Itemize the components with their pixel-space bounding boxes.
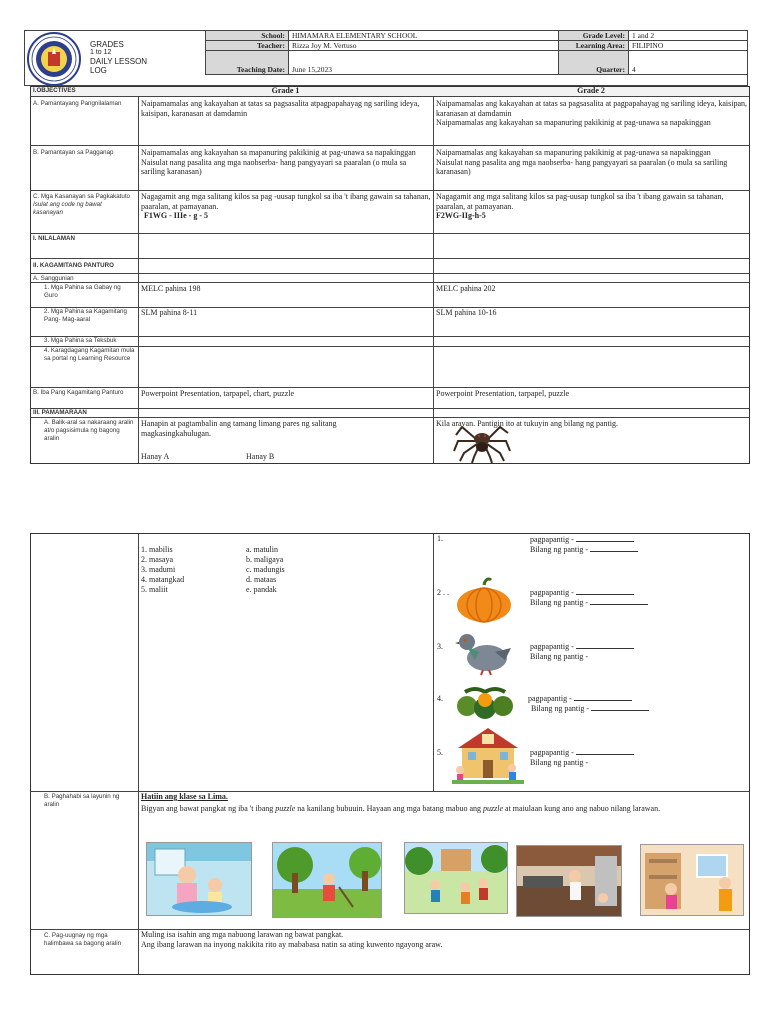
pantig-item: [530, 748, 634, 767]
hanay-a-list: [141, 545, 184, 595]
grade1-column-header: Grade 1: [271, 86, 300, 95]
hanay-a-item: 2. masaya: [141, 555, 173, 564]
row-label-pamantayan-sa-pagganap: B. Pamantayan sa Pagganap: [33, 149, 114, 156]
kasanayan-note: Isulat ang code ng bawat kasanayan: [33, 200, 102, 216]
answer-blank[interactable]: [590, 598, 648, 605]
hanay-b-item: d. mataas: [246, 575, 277, 584]
pamamaraan-heading: III. PAMAMARAAN: [33, 409, 87, 416]
row-label-gabay-ng-guro: 1. Mga Pahina sa Gabay ng Guro: [44, 284, 121, 299]
grade1-iba-pang-kagamitan: Powerpoint Presentation, tarpapel, chart, puzzle: [141, 389, 295, 398]
grade1-pagganap-text: Naisulat nang pasalita ang mga naobserba- hang pangyayari sa paaralan (o mula sa sariling karanasan): [141, 157, 407, 177]
school-label: School:: [206, 31, 289, 41]
puzzle-picture-garden: [272, 842, 382, 918]
bilang-label: Bilang ng pantig -: [530, 651, 588, 661]
fruits-icon: [455, 686, 517, 720]
hanay-b-list: [246, 545, 285, 595]
pagpapantig-label: pagpapantig -: [528, 694, 572, 703]
puzzle-picture-kitchen: [516, 845, 622, 917]
grade2-pangnilalaman-text: Naipamamalas ang kakayahan at tatas sa pagsasalita at pagpapahayag ng sariling ideya, kaisipan, karanasan at damdamin: [436, 99, 747, 118]
answer-blank[interactable]: [576, 748, 634, 755]
doc-type-line: GRADES: [90, 40, 124, 49]
row-label-teksbuk: 3. Mga Pahina sa Teksbuk: [44, 337, 117, 344]
pantig-item: [528, 694, 649, 713]
header-table: [205, 30, 748, 75]
hanay-a-item: 3. madumi: [141, 565, 176, 574]
grade2-gabay-ng-guro: MELC pahina 202: [436, 284, 496, 293]
spider-icon: [452, 421, 512, 463]
hanay-a-item: 5. maliit: [141, 585, 168, 594]
row-label-kagamitang-pang-mag-aaral: 2. Mga Pahina sa Kagamitang Pang- Mag-aaral: [44, 308, 127, 323]
instruction-text: puzzle: [483, 804, 504, 813]
instruction-text: puzzle: [275, 804, 296, 813]
hanay-b-item: e. pandak: [246, 585, 277, 594]
answer-blank[interactable]: [576, 535, 634, 542]
quarter-label: Quarter:: [559, 51, 629, 75]
pantig-item-number: 3.: [437, 642, 443, 651]
paghahabi-instruction: [141, 804, 747, 814]
grade1-kasanayan-text: Nagagamit ang mga salitang kilos sa pag -uusap tungkol sa iba 't ibang gawain sa tahanan, paaralan, at pamayanan.: [141, 192, 431, 211]
puzzle-picture-playground: [404, 842, 508, 914]
grade2-kasanayan: [436, 192, 748, 221]
pagpapantig-label: pagpapantig -: [530, 535, 574, 544]
answer-blank[interactable]: [576, 588, 634, 595]
learning-area-value: FILIPINO: [629, 41, 748, 51]
kagamitan-heading: II. KAGAMITANG PANTURO: [33, 262, 114, 269]
grade2-pamantayang-pangnilalaman: [436, 99, 748, 128]
grade2-pagganap-text: Naipamamalas ang kakayahan sa mapanuring pakikinig at pag-unawa sa napakinggan: [436, 148, 711, 157]
date-value: June 15,2023: [289, 51, 559, 75]
pag-uugnay-line: Ang ibang larawan na inyong nakikita rito ay mababasa natin sa ating kuwento ngayong araw.: [141, 939, 443, 949]
bilang-label: Bilang ng pantig -: [531, 703, 589, 713]
instruction-text: Bigyan ang bawat pangkat ng iba 't ibang: [141, 804, 276, 813]
grade-level-value: 1 and 2: [629, 31, 748, 41]
school-icon: [452, 720, 524, 788]
pantig-item-number: 4.: [437, 694, 443, 703]
bilang-label: Bilang ng pantig -: [530, 757, 588, 767]
grade1-gabay-ng-guro: MELC pahina 198: [141, 284, 201, 293]
grade2-column-header: Grade 2: [577, 86, 605, 95]
paghahabi-title: Hatiin ang klase sa Lima.: [141, 792, 228, 801]
lesson-table: [30, 86, 750, 464]
answer-blank[interactable]: [590, 545, 638, 552]
pantig-item: [530, 588, 648, 607]
hanay-b-item: c. madungis: [246, 565, 285, 574]
row-label-paghahabi: B. Paghahabi sa layunin ng aralin: [44, 793, 120, 808]
pantig-item-number: 5.: [437, 748, 443, 757]
bilang-label: Bilang ng pantig -: [530, 544, 588, 554]
bilang-label: Bilang ng pantig -: [530, 597, 588, 607]
doc-type-line: 1 to 12: [90, 49, 112, 57]
pagpapantig-label: pagpapantig -: [530, 642, 574, 651]
sanggunian-heading: A. Sanggunian: [33, 275, 74, 282]
nilalaman-heading: I. NILALAMAN: [33, 235, 75, 242]
objectives-heading: I.OBJECTIVES: [33, 87, 76, 94]
grade2-iba-pang-kagamitan: Powerpoint Presentation, tarpapel, puzzle: [436, 389, 570, 398]
quarter-value: 4: [629, 51, 748, 75]
row-label-iba-pang-kagamitan: B. Iba Pang Kagamitang Panturo: [33, 389, 124, 396]
hanay-a-heading: Hanay A: [141, 452, 170, 461]
pag-uugnay-text: [141, 930, 747, 949]
hanay-b-item: a. matulin: [246, 545, 278, 554]
doc-type-line: DAILY LESSON: [90, 57, 148, 67]
grade1-pagganap-text: Naipamamalas ang kakayahan sa mapanuring pakikinig at pag-unawa sa napakinggan: [141, 148, 416, 157]
teacher-value: Rizza Joy M. Vertuso: [289, 41, 559, 51]
grade2-kagamitang-pang-mag-aaral: SLM pahina 10-16: [436, 308, 497, 317]
grade2-balik-aral-instruction: Kila aravan. Pantigin ito at tukuyin ang bilang ng pantig.: [436, 419, 618, 428]
learning-area-label: Learning Area:: [559, 41, 629, 51]
doc-type-line: LOG: [90, 66, 107, 76]
row-label-pag-uugnay: C. Pag-uugnay ng mga halimbawa sa bagong aralin: [44, 932, 122, 947]
hanay-a-item: 1. mabilis: [141, 545, 173, 554]
pigeon-icon: [455, 628, 513, 676]
grade1-pamantayang-pangnilalaman: Naipamamalas ang kakayahan at tatas sa pagsasalita atpagpapahayag ng sariling ideya, kaisipan, karanasan at damdamin: [141, 99, 420, 118]
grade1-kasanayan: [141, 192, 431, 221]
pantig-item: [530, 642, 634, 661]
pagpapantig-label: pagpapantig -: [530, 588, 574, 597]
pumpkin-icon: [455, 577, 513, 623]
grade1-kagamitang-pang-mag-aaral: SLM pahina 8-11: [141, 308, 198, 317]
grade2-kasanayan-text: Nagagamit ang mga salitang kilos sa pag-uusap tungkol sa iba 't ibang gawain sa tahanan, paaralan, at pamayanan.: [436, 192, 724, 211]
date-label: Teaching Date:: [206, 51, 289, 75]
teacher-label: Teacher:: [206, 41, 289, 51]
puzzle-picture-washing: [146, 842, 252, 916]
hanay-b-heading: Hanay B: [246, 452, 275, 461]
kasanayan-label: C. Mga Kasanayan sa Pagkakatuto: [33, 193, 130, 200]
answer-blank[interactable]: [591, 704, 649, 711]
answer-blank[interactable]: [576, 642, 634, 649]
instruction-text: at maiulaan kung ano ang nabuo nilang larawan.: [503, 804, 661, 813]
row-label-kasanayan: [33, 193, 133, 216]
grade2-pangnilalaman-text: Naipamamalas ang kakayahan sa mapanuring pakikinig at pag-unawa sa napakinggan: [436, 118, 711, 128]
grade2-kasanayan-code: F2WG-IIg-h-5: [436, 211, 486, 221]
pantig-item: [530, 535, 638, 554]
grade2-pagganap-text: Naisulat nang pasalita ang mga naobserba- hang pangyayari sa paaralan (o mula sa sariling karanasan): [436, 157, 728, 177]
puzzle-picture-room: [640, 844, 744, 916]
grade1-kasanayan-code: F1WG - IIIe - g - 5: [144, 211, 208, 221]
instruction-text: na kanilang bubuuin. Hayaan ang mga batang mabuo ang: [295, 804, 484, 813]
answer-blank[interactable]: [574, 694, 632, 701]
pagpapantig-label: pagpapantig -: [530, 748, 574, 757]
pantig-item-number: 2 . .: [437, 588, 449, 597]
grade-level-label: Grade Level:: [559, 31, 629, 41]
grade2-pamantayan-sa-pagganap: [436, 148, 748, 177]
grade1-balik-aral-instruction: Hanapin at pagtambalin ang tamang limang pares ng salitang magkasingkahulugan.: [141, 419, 337, 438]
row-label-pamantayang-pangnilalaman: A. Pamantayang Pangnilalaman: [33, 100, 122, 107]
pantig-item-number: 1.: [437, 534, 443, 543]
row-label-karagdagang-kagamitan: 4. Karagdagang Kagamitan mula sa portal ng Learning Resource: [44, 347, 135, 362]
pag-uugnay-line: Muling isa isahin ang mga nabuong larawan ng bawat pangkat.: [141, 930, 344, 939]
row-label-balik-aral: A. Balik-aral sa nakaraang aralin at/o pagsisimula ng bagong aralin: [44, 419, 134, 442]
grade1-pamantayan-sa-pagganap: [141, 148, 431, 177]
hanay-a-item: 4. matangkad: [141, 575, 185, 584]
school-value: HIMAMARA ELEMENTARY SCHOOL: [289, 31, 559, 41]
hanay-b-item: b. maligaya: [246, 555, 284, 564]
